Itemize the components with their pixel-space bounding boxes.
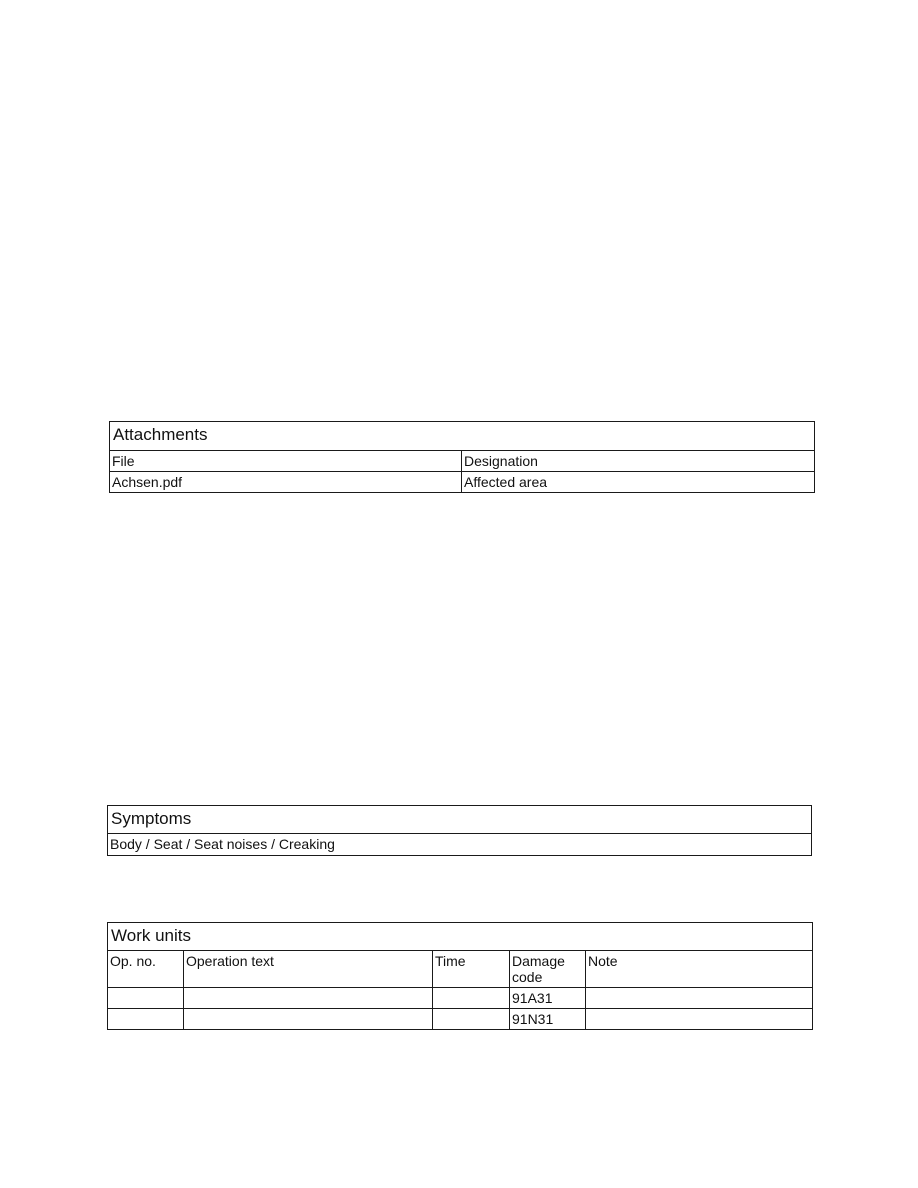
table-row bbox=[108, 834, 812, 856]
attachment-designation-cell: Affected area bbox=[462, 472, 815, 493]
column-header-file: File bbox=[110, 451, 462, 472]
column-header-note: Note bbox=[586, 951, 813, 988]
table-row bbox=[108, 988, 813, 1009]
damage-code-cell: 91A31 bbox=[510, 988, 586, 1009]
column-header-op-no: Op. no. bbox=[108, 951, 184, 988]
note-cell bbox=[586, 1009, 813, 1030]
operation-text-cell bbox=[184, 1009, 433, 1030]
column-header-damage-code: Damage code bbox=[510, 951, 586, 988]
work-units-table bbox=[107, 922, 813, 1030]
symptoms-title: Symptoms bbox=[108, 806, 812, 834]
column-header-time: Time bbox=[433, 951, 510, 988]
symptom-cell: Body / Seat / Seat noises / Creaking bbox=[108, 834, 812, 856]
attachments-table bbox=[109, 421, 815, 493]
time-cell bbox=[433, 988, 510, 1009]
time-cell bbox=[433, 1009, 510, 1030]
damage-code-cell: 91N31 bbox=[510, 1009, 586, 1030]
work-units-title: Work units bbox=[108, 923, 813, 951]
table-row bbox=[108, 1009, 813, 1030]
operation-text-cell bbox=[184, 988, 433, 1009]
op-no-cell bbox=[108, 1009, 184, 1030]
column-header-designation: Designation bbox=[462, 451, 815, 472]
attachments-header-row bbox=[110, 451, 815, 472]
attachment-file-cell[interactable]: Achsen.pdf bbox=[110, 472, 462, 493]
work-units-header-row bbox=[108, 951, 813, 988]
column-header-operation-text: Operation text bbox=[184, 951, 433, 988]
attachments-title: Attachments bbox=[110, 422, 815, 451]
note-cell bbox=[586, 988, 813, 1009]
op-no-cell bbox=[108, 988, 184, 1009]
symptoms-table bbox=[107, 805, 812, 856]
table-row bbox=[110, 472, 815, 493]
